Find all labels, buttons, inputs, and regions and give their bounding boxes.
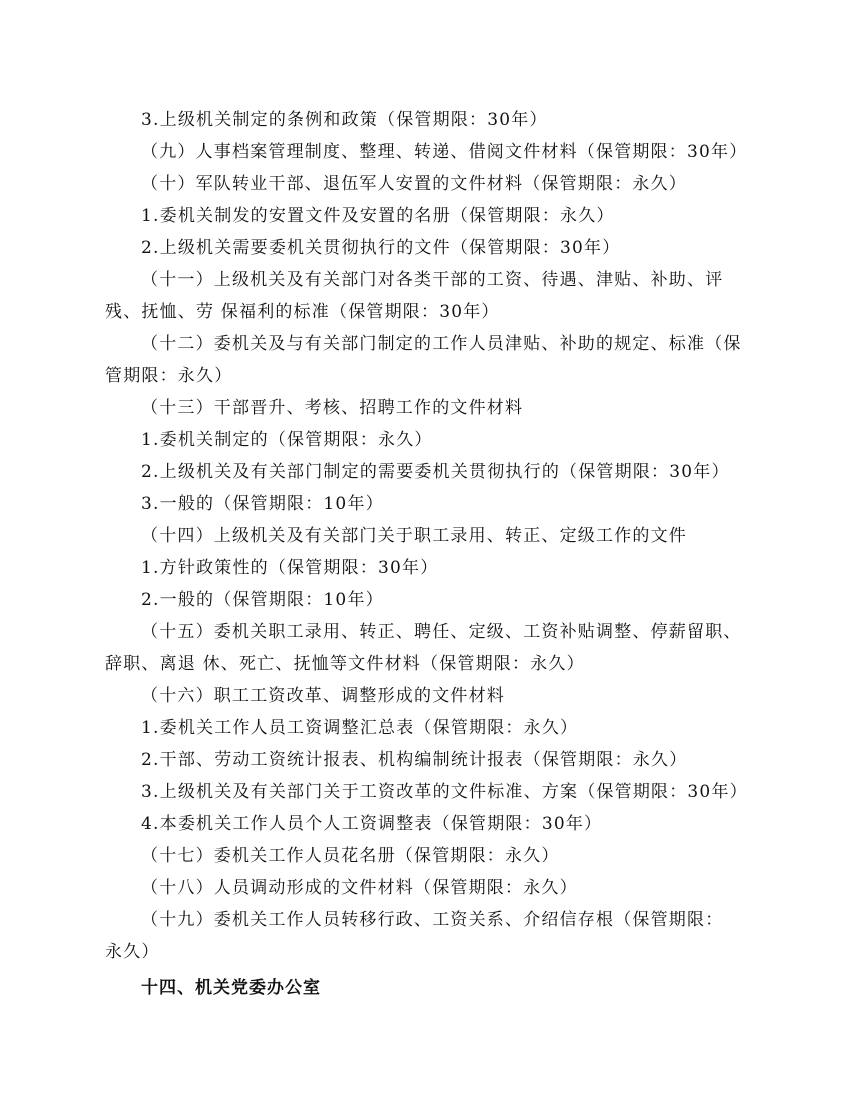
text-line: （十七）委机关工作人员花名册（保管期限：永久） (141, 846, 560, 866)
document-body (105, 104, 765, 1004)
text-line: （十九）委机关工作人员转移行政、工资关系、介绍信存根（保管期限： (141, 910, 724, 930)
text-line: （十）军队转业干部、退伍军人安置的文件材料（保管期限：永久） (141, 174, 687, 194)
text-line: 3.一般的（保管期限：10年） (141, 494, 384, 514)
text-line: 2.上级机关及有关部门制定的需要委机关贯彻执行的（保管期限：30年） (141, 462, 730, 482)
text-line: 1.委机关制定的（保管期限：永久） (141, 430, 433, 450)
text-line: 2.一般的（保管期限：10年） (141, 590, 384, 610)
text-line: （十五）委机关职工录用、转正、聘任、定级、工资补贴调整、停薪留职、 (141, 622, 742, 642)
text-line: 3.上级机关及有关部门关于工资改革的文件标准、方案（保管期限：30年） (141, 782, 748, 802)
text-line: （九）人事档案管理制度、整理、转递、借阅文件材料（保管期限：30年） (141, 142, 748, 162)
text-line: 2.上级机关需要委机关贯彻执行的文件（保管期限：30年） (141, 238, 621, 258)
text-line: （十一）上级机关及有关部门对各类干部的工资、待遇、津贴、补助、评 (141, 270, 724, 290)
section-heading: 十四、机关党委办公室 (141, 978, 321, 998)
text-line: 辞职、离退 休、死亡、抚恤等文件材料（保管期限：永久） (105, 654, 585, 674)
text-line: 2.干部、劳动工资统计报表、机构编制统计报表（保管期限：永久） (141, 750, 688, 770)
text-line: 1.方针政策性的（保管期限：30年） (141, 558, 439, 578)
text-line: 4.本委机关工作人员个人工资调整表（保管期限：30年） (141, 814, 603, 834)
text-line: （十六）职工工资改革、调整形成的文件材料 (141, 686, 505, 706)
text-line: 残、抚恤、劳 保福利的标准（保管期限：30年） (105, 302, 500, 322)
text-line: （十四）上级机关及有关部门关于职工录用、转正、定级工作的文件 (141, 526, 687, 546)
text-line: 永久） (105, 942, 160, 962)
text-line: 3.上级机关制定的条例和政策（保管期限：30年） (141, 110, 548, 130)
text-line: （十八）人员调动形成的文件材料（保管期限：永久） (141, 878, 578, 898)
text-line: 1.委机关制发的安置文件及安置的名册（保管期限：永久） (141, 206, 615, 226)
text-line: （十三）干部晋升、考核、招聘工作的文件材料 (141, 398, 524, 418)
text-line: 管期限：永久） (105, 366, 233, 386)
text-line: （十二）委机关及与有关部门制定的工作人员津贴、补助的规定、标准（保 (141, 334, 742, 354)
text-line: 1.委机关工作人员工资调整汇总表（保管期限：永久） (141, 718, 579, 738)
